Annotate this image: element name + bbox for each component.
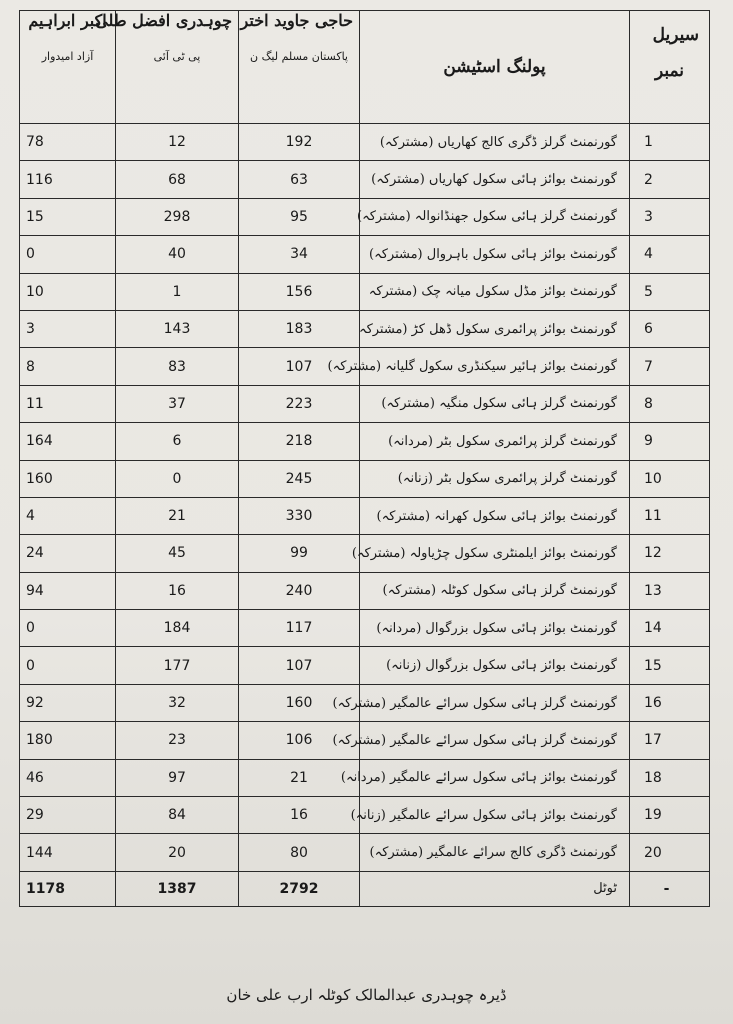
table-row — [20, 647, 710, 684]
javed-votes: 95 — [239, 198, 360, 235]
akbar-votes: 10 — [20, 273, 116, 310]
akbar-votes: 160 — [20, 460, 116, 497]
table-row — [20, 236, 710, 273]
javed-votes: 156 — [239, 273, 360, 310]
fazal-votes: 12 — [116, 124, 239, 161]
javed-votes: 330 — [239, 497, 360, 534]
fazal-votes: 1 — [116, 273, 239, 310]
javed-header — [239, 11, 360, 124]
footer-note: ڈیرہ چوہدری عبدالمالک کوٹلہ ارب علی خان — [226, 986, 507, 1004]
polling-station: گورنمنٹ بوائز ہائی سکول باہروال (مشترکہ) — [360, 236, 630, 273]
javed-votes: 107 — [239, 647, 360, 684]
table-row — [20, 124, 710, 161]
polling-station: گورنمنٹ بوائز ہائیر سیکنڈری سکول گلیانہ (مشترکہ) — [360, 348, 630, 385]
akbar-votes: 3 — [20, 310, 116, 347]
polling-station: گورنمنٹ گرلز پرائمری سکول بٹر (زنانہ) — [360, 460, 630, 497]
javed-votes: 21 — [239, 759, 360, 796]
serial-header-line2: نمبر — [654, 61, 685, 81]
fazal-votes: 20 — [116, 834, 239, 871]
akbar-votes: 92 — [20, 684, 116, 721]
serial-number: 10 — [630, 460, 710, 497]
fazal-votes: 16 — [116, 572, 239, 609]
javed-votes: 240 — [239, 572, 360, 609]
javed-total: 2792 — [239, 871, 360, 906]
table-row — [20, 348, 710, 385]
serial-number: 16 — [630, 684, 710, 721]
fazal-votes: 97 — [116, 759, 239, 796]
akbar-votes: 0 — [20, 610, 116, 647]
polling-station: گورنمنٹ گرلز ہائی سکول سرائے عالمگیر (مشترکہ) — [360, 684, 630, 721]
serial-number: 18 — [630, 759, 710, 796]
serial-number: 6 — [630, 310, 710, 347]
polling-station: گورنمنٹ بوائز پرائمری سکول ڈھل کڑ (مشترکہ — [360, 310, 630, 347]
station-header-label: پولنگ اسٹیشن — [443, 57, 546, 77]
serial-number: 1 — [630, 124, 710, 161]
polling-station: گورنمنٹ گرلز پرائمری سکول بٹر (مردانہ) — [360, 423, 630, 460]
polling-station: گورنمنٹ بوائز ہائی سکول بزرگوال (مردانہ) — [360, 610, 630, 647]
javed-votes: 107 — [239, 348, 360, 385]
fazal-votes: 177 — [116, 647, 239, 684]
javed-name: حاجی جاوید اختر — [240, 11, 353, 30]
serial-number: 17 — [630, 722, 710, 759]
table-body — [20, 124, 710, 907]
javed-votes: 160 — [239, 684, 360, 721]
javed-votes: 192 — [239, 124, 360, 161]
serial-number: 15 — [630, 647, 710, 684]
akbar-votes: 4 — [20, 497, 116, 534]
akbar-total: 1178 — [20, 871, 116, 906]
akbar-party: آزاد امیدوار — [41, 50, 94, 63]
serial-number: 3 — [630, 198, 710, 235]
results-table — [19, 10, 710, 907]
table-row — [20, 797, 710, 834]
table-row — [20, 423, 710, 460]
akbar-votes: 0 — [20, 647, 116, 684]
polling-station: گورنمنٹ بوائز ہائی سکول کھاریاں (مشترکہ) — [360, 161, 630, 198]
table-row — [20, 610, 710, 647]
polling-station: گورنمنٹ گرلز ہائی سکول جھنڈانوالہ (مشترکہ) — [360, 198, 630, 235]
javed-votes: 106 — [239, 722, 360, 759]
polling-station: گورنمنٹ گرلز ڈگری کالج کھاریاں (مشترکہ) — [360, 124, 630, 161]
table-row — [20, 198, 710, 235]
akbar-votes: 180 — [20, 722, 116, 759]
fazal-votes: 23 — [116, 722, 239, 759]
fazal-votes: 68 — [116, 161, 239, 198]
table-row — [20, 161, 710, 198]
javed-votes: 183 — [239, 310, 360, 347]
akbar-votes: 24 — [20, 535, 116, 572]
akbar-votes: 29 — [20, 797, 116, 834]
fazal-votes: 298 — [116, 198, 239, 235]
serial-number: 8 — [630, 385, 710, 422]
polling-station: گورنمنٹ بوائز ہائی سکول کھرانہ (مشترکہ) — [360, 497, 630, 534]
akbar-votes: 164 — [20, 423, 116, 460]
javed-votes: 223 — [239, 385, 360, 422]
table-row — [20, 759, 710, 796]
table-row — [20, 460, 710, 497]
javed-votes: 80 — [239, 834, 360, 871]
fazal-votes: 45 — [116, 535, 239, 572]
polling-station: گورنمنٹ گرلز ہائی سکول منگیہ (مشترکہ) — [360, 385, 630, 422]
javed-votes: 99 — [239, 535, 360, 572]
akbar-name: اکبر ابراہیم — [28, 11, 107, 30]
serial-header — [630, 11, 710, 124]
akbar-votes: 8 — [20, 348, 116, 385]
fazal-votes: 184 — [116, 610, 239, 647]
fazal-votes: 6 — [116, 423, 239, 460]
table-row — [20, 273, 710, 310]
polling-station: گورنمنٹ گرلز ہائی سکول کوٹلہ (مشترکہ) — [360, 572, 630, 609]
akbar-votes: 144 — [20, 834, 116, 871]
serial-number: 13 — [630, 572, 710, 609]
javed-votes: 16 — [239, 797, 360, 834]
akbar-votes: 0 — [20, 236, 116, 273]
fazal-votes: 37 — [116, 385, 239, 422]
javed-votes: 245 — [239, 460, 360, 497]
fazal-name: چوہدری افضل طلی — [95, 11, 232, 30]
polling-station: گورنمنٹ ڈگری کالج سرائے عالمگیر (مشترکہ) — [360, 834, 630, 871]
serial-number: 12 — [630, 535, 710, 572]
total-label: ٹوٹل — [360, 871, 630, 906]
javed-votes: 218 — [239, 423, 360, 460]
akbar-votes: 94 — [20, 572, 116, 609]
fazal-votes: 21 — [116, 497, 239, 534]
table-row — [20, 834, 710, 871]
polling-station: گورنمنٹ گرلز ہائی سکول سرائے عالمگیر (مشترکہ) — [360, 722, 630, 759]
polling-station: گورنمنٹ بوائز ہائی سکول سرائے عالمگیر (زنانہ) — [360, 797, 630, 834]
serial-number: 9 — [630, 423, 710, 460]
serial-number: 11 — [630, 497, 710, 534]
fazal-votes: 84 — [116, 797, 239, 834]
javed-votes: 34 — [239, 236, 360, 273]
akbar-votes: 11 — [20, 385, 116, 422]
serial-header-line1: سیریل — [652, 25, 699, 45]
serial-number: 14 — [630, 610, 710, 647]
akbar-votes: 46 — [20, 759, 116, 796]
station-header — [360, 11, 630, 124]
akbar-votes: 78 — [20, 124, 116, 161]
polling-station: گورنمنٹ بوائز مڈل سکول میانہ چک (مشترکہ — [360, 273, 630, 310]
polling-station: گورنمنٹ بوائز ایلمنٹری سکول چڑیاولہ (مشترکہ) — [360, 535, 630, 572]
table-row — [20, 722, 710, 759]
polling-station: گورنمنٹ بوائز ہائی سکول بزرگوال (زنانہ) — [360, 647, 630, 684]
table-row — [20, 572, 710, 609]
fazal-total: 1387 — [116, 871, 239, 906]
akbar-votes: 116 — [20, 161, 116, 198]
javed-votes: 117 — [239, 610, 360, 647]
javed-party: پاکستان مسلم لیگ ن — [250, 50, 348, 63]
fazal-votes: 143 — [116, 310, 239, 347]
serial-number: 5 — [630, 273, 710, 310]
polling-station: گورنمنٹ بوائز ہائی سکول سرائے عالمگیر (مردانہ) — [360, 759, 630, 796]
total-row — [20, 871, 710, 906]
serial-number: 4 — [630, 236, 710, 273]
table-row — [20, 535, 710, 572]
header-row — [20, 11, 710, 124]
serial-number: 2 — [630, 161, 710, 198]
javed-votes: 63 — [239, 161, 360, 198]
fazal-votes: 0 — [116, 460, 239, 497]
serial-number: 7 — [630, 348, 710, 385]
akbar-votes: 15 — [20, 198, 116, 235]
fazal-party: پی ٹی آئی — [153, 50, 201, 63]
table-row — [20, 310, 710, 347]
serial-number: 19 — [630, 797, 710, 834]
serial-number: 20 — [630, 834, 710, 871]
total-serial: - — [630, 871, 710, 906]
fazal-header — [95, 11, 239, 124]
fazal-votes: 40 — [116, 236, 239, 273]
table-row — [20, 385, 710, 422]
table-row — [20, 497, 710, 534]
fazal-votes: 83 — [116, 348, 239, 385]
fazal-votes: 32 — [116, 684, 239, 721]
table-row — [20, 684, 710, 721]
